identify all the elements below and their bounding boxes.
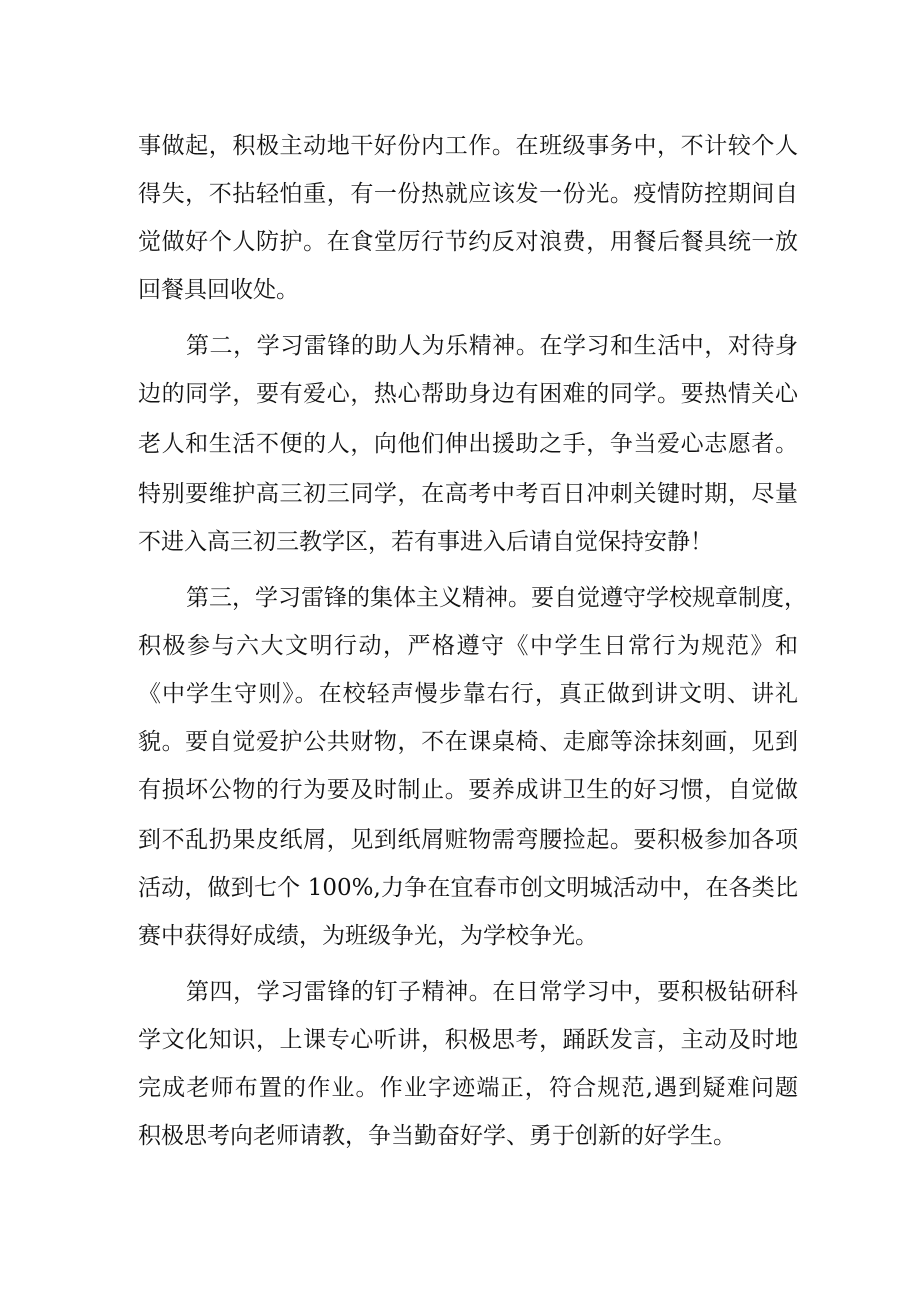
paragraph-1-line-4: 回餐具回收处。 bbox=[138, 277, 299, 303]
paragraph-3-line-1: 第三，学习雷锋的集体主义精神。要自觉遵守学校规章制度， bbox=[186, 585, 807, 611]
paragraph-4-line-2: 学文化知识，上课专心听讲，积极思考，踊跃发言，主动及时地 bbox=[138, 1027, 798, 1053]
paragraph-1-line-3: 觉做好个人防护。在食堂厉行节约反对浪费，用餐后餐具统一放 bbox=[138, 229, 798, 255]
paragraph-4-line-3: 完成老师布置的作业。作业字迹端正，符合规范,遇到疑难问题 bbox=[138, 1075, 798, 1101]
paragraph-4-line-4: 积极思考向老师请教，争当勤奋好学、勇于创新的好学生。 bbox=[138, 1123, 736, 1149]
paragraph-3-line-2: 积极参与六大文明行动，严格遵守《中学生日常行为规范》和 bbox=[138, 633, 798, 659]
paragraph-2-line-2: 边的同学，要有爱心，热心帮助身边有困难的同学。要热情关心 bbox=[138, 381, 798, 407]
paragraph-3-line-7: 活动，做到七个 100%,力争在宜春市创文明城活动中，在各类比 bbox=[138, 875, 798, 901]
paragraph-3-line-8: 赛中获得好成绩，为班级争光，为学校争光。 bbox=[138, 923, 598, 949]
paragraph-2-line-4: 特别要维护高三初三同学，在高考中考百日冲刺关键时期，尽量 bbox=[138, 481, 798, 507]
paragraph-3-line-6: 到不乱扔果皮纸屑，见到纸屑赃物需弯腰捡起。要积极参加各项 bbox=[138, 827, 798, 853]
paragraph-1-line-2: 得失，不拈轻怕重，有一份热就应该发一份光。疫情防控期间自 bbox=[138, 181, 798, 207]
paragraph-4-line-1: 第四，学习雷锋的钉子精神。在日常学习中，要积极钻研科 bbox=[186, 979, 798, 1005]
paragraph-3-line-3: 《中学生守则》。在校轻声慢步靠右行，真正做到讲文明、讲礼 bbox=[138, 681, 798, 707]
paragraph-1-line-1: 事做起，积极主动地干好份内工作。在班级事务中，不计较个人 bbox=[138, 133, 798, 159]
paragraph-3-line-5: 有损坏公物的行为要及时制止。要养成讲卫生的好习惯，自觉做 bbox=[138, 777, 798, 803]
paragraph-3-line-4: 貌。要自觉爱护公共财物，不在课桌椅、走廊等涂抹刻画，见到 bbox=[138, 729, 798, 755]
paragraph-2-line-1: 第二，学习雷锋的助人为乐精神。在学习和生活中，对待身 bbox=[186, 333, 798, 359]
paragraph-2-line-5: 不进入高三初三教学区，若有事进入后请自觉保持安静！ bbox=[138, 529, 713, 555]
paragraph-2-line-3: 老人和生活不便的人，向他们伸出援助之手，争当爱心志愿者。 bbox=[138, 431, 798, 457]
